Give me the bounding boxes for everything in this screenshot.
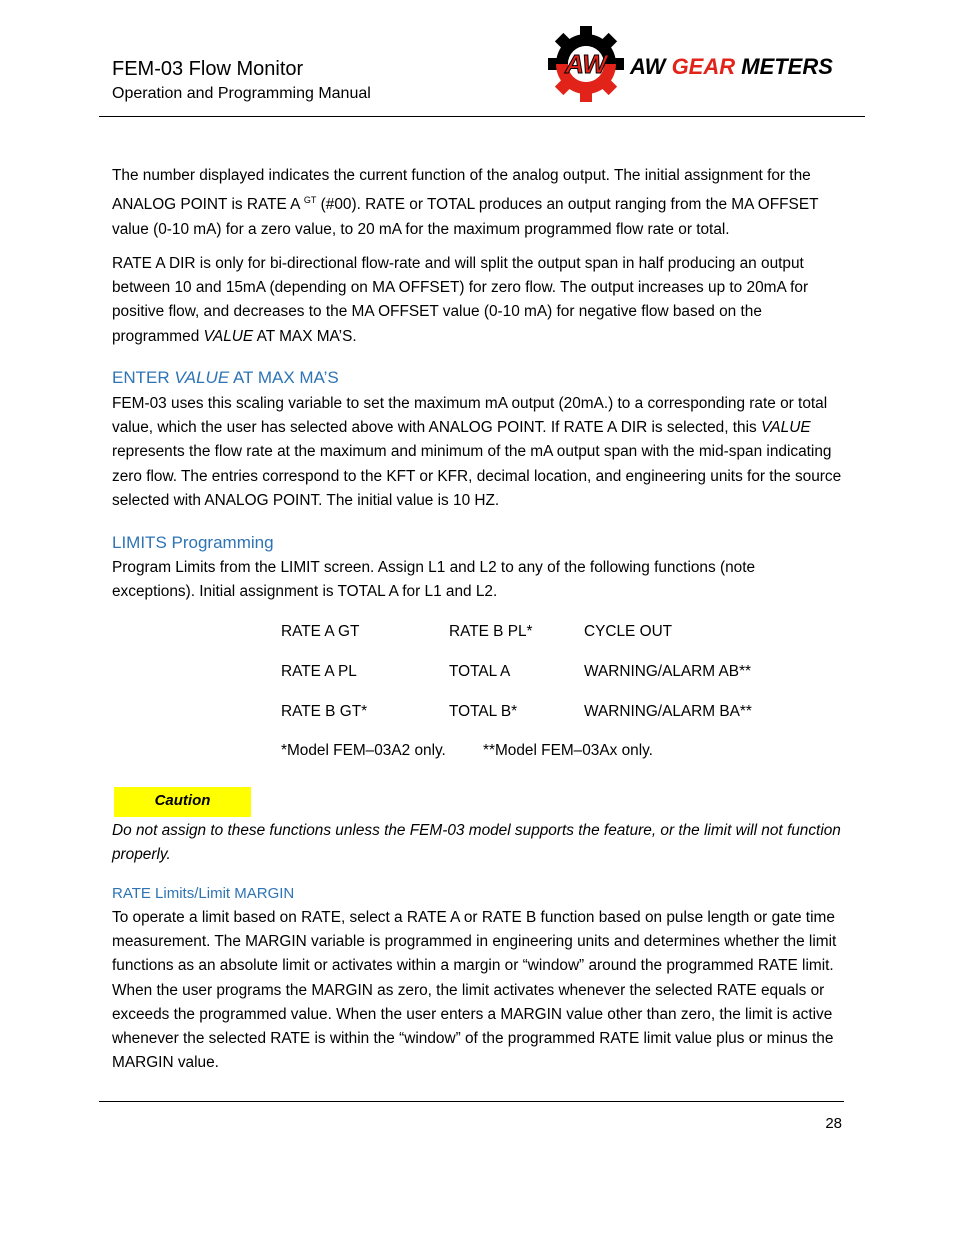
limits-programming-heading: LIMITS Programming — [112, 533, 274, 552]
document-title: FEM-03 Flow Monitor — [112, 58, 304, 80]
analog-point-paragraph: The number displayed indicates the current function of the analog output. The initial assignment for the ANALOG POINT is RATE A $^{GT}$ (#00). RATE or TOTAL produces an output ranging from the MA OFFSET value (0-10 mA) for a zero value, to 20 mA for the maximum programmed flow rate or total. — [112, 167, 819, 238]
gear-logo-icon — [548, 26, 838, 104]
caution-text: Do not assign to these functions unless the FEM-03 model supports the feature, or the limit will not function properly. — [112, 822, 841, 864]
function-cell: WARNING/ALARM AB** — [584, 663, 752, 680]
logo-brand-aw: AW — [630, 54, 672, 79]
logo-brand-meters: METERS — [735, 54, 833, 79]
function-cell: TOTAL B* — [449, 703, 518, 720]
function-cell: RATE A GT — [281, 623, 360, 640]
rate-limits-paragraph: To operate a limit based on RATE, select a RATE A or RATE B function based on pulse length or gate time measurement. The MARGIN variable is programmed in engineering units and determines whether the limit functions as an absolute limit or activates within a margin or “window” around the programmed RATE limit. When the user programs the MARGIN as zero, the limit activates whenever the selected RATE equals or exceeds the programmed value. When the user enters a MARGIN value other than zero, the limit is active whenever the selected RATE is within the “window” of the programmed RATE limit value plus or minus the MARGIN value. — [112, 909, 837, 1072]
svg-text:AW GEAR METERS — [629, 54, 833, 79]
page-number: 28 — [825, 1115, 842, 1132]
function-cell: WARNING/ALARM BA** — [584, 703, 752, 720]
rate-a-dir-paragraph: RATE A DIR is only for bi-directional flow-rate and will split the output span in half producing an output between 10 and 15mA (depending on MA OFFSET) for zero flow. The output increases up to 20mA for positive flow, and decreases to the MA OFFSET value (0-10 mA) for negative flow based on the programmed VALUE AT MAX MA’S. — [112, 255, 809, 345]
function-cell: CYCLE OUT — [584, 623, 673, 640]
document-subtitle: Operation and Programming Manual — [112, 85, 371, 102]
model-note-a2: *Model FEM–03A2 only. — [281, 742, 446, 759]
enter-value-paragraph: FEM-03 uses this scaling variable to set the maximum mA output (20mA.) to a corresponding rate or total value, which the user has selected above with ANALOG POINT. If RATE A DIR is selected, this VALUE represents the flow rate at the maximum and minimum of the mA output span with the mid-span indicating zero flow. The entries correspond to the KFT or KFR, decimal location, and engineering units for the source selected with ANALOG POINT. The initial value is 10 HZ. — [112, 395, 842, 509]
aw-gear-meters-logo — [548, 26, 838, 104]
footer-divider — [99, 1101, 844, 1102]
function-cell: RATE B GT* — [281, 703, 368, 720]
limits-programming-paragraph: Program Limits from the LIMIT screen. Assign L1 and L2 to any of the following functions (note exceptions). Initial assignment is TOTAL A for L1 and L2. — [112, 559, 756, 601]
model-note-ax: **Model FEM–03Ax only. — [483, 742, 653, 759]
function-cell: TOTAL A — [449, 663, 511, 680]
logo-brand-gear: GEAR — [671, 54, 736, 79]
logo-monogram: AW — [565, 49, 607, 79]
function-cell: RATE A PL — [281, 663, 357, 680]
enter-value-heading: ENTER VALUE AT MAX MA’S — [112, 368, 339, 387]
function-cell: RATE B PL* — [449, 623, 533, 640]
rate-limits-heading: RATE Limits/Limit MARGIN — [112, 885, 295, 902]
caution-label: Caution — [154, 792, 211, 809]
header-divider — [99, 116, 865, 117]
